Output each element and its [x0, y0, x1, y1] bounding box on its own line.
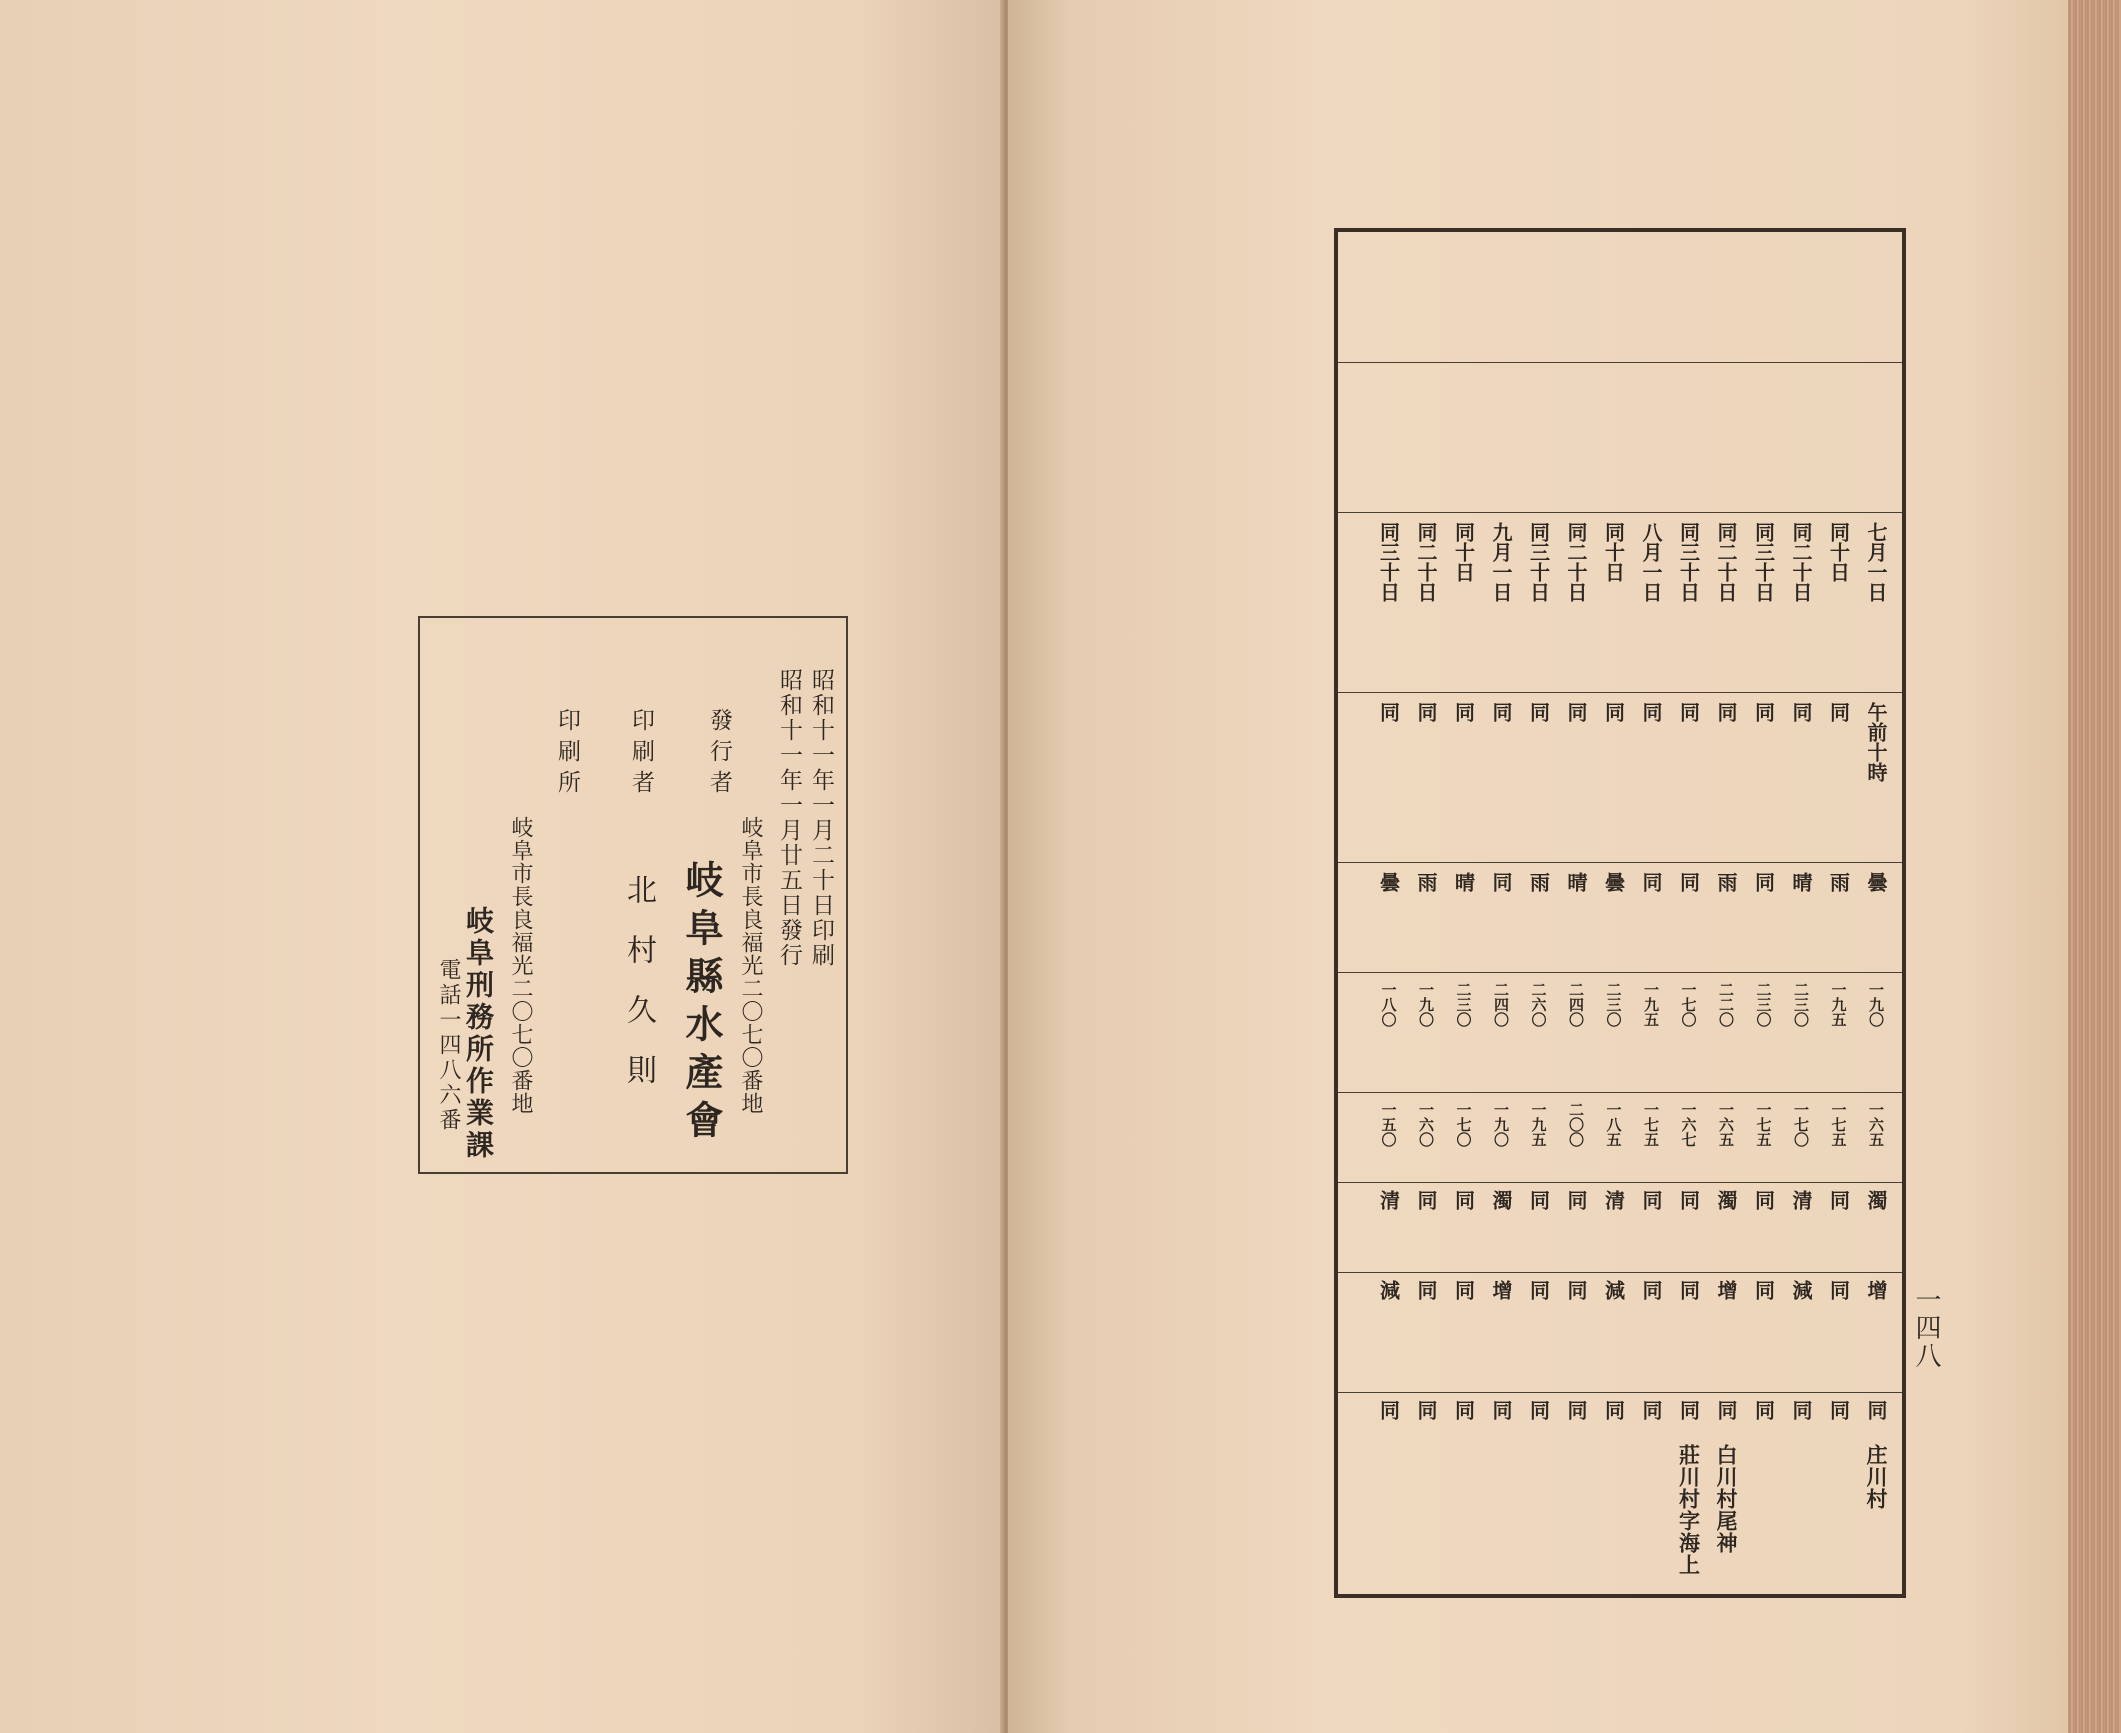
cell-clarity: 濁: [1714, 1190, 1738, 1210]
cell-clarity: 同: [1414, 1190, 1438, 1210]
cell-weather: 同: [1676, 872, 1701, 892]
page-edges: [2068, 0, 2121, 1733]
table-column: [1673, 232, 1705, 1594]
cell-weather: 曇: [1864, 872, 1888, 892]
table-column: [1448, 232, 1480, 1594]
phone-number: 電話一四八六番: [436, 958, 461, 1133]
cell-v2: 一七五: [1829, 1102, 1848, 1147]
printshop-label: 印刷所: [554, 708, 580, 801]
printshop-address: 岐阜市長良福光二〇七〇番地: [508, 816, 533, 1115]
cell-time: 同: [1526, 702, 1551, 722]
cell-weather: 曇: [1376, 872, 1401, 892]
cell-change: 同: [1451, 1280, 1476, 1300]
cell-time: 同: [1564, 702, 1588, 722]
cell-place-mark: 同: [1789, 1400, 1813, 1420]
cell-place-mark: 同: [1451, 1400, 1476, 1420]
cell-change: 同: [1564, 1280, 1588, 1300]
cell-place-mark: 同: [1564, 1400, 1588, 1420]
cell-v1: 一九五: [1829, 982, 1848, 1027]
cell-time: 同: [1826, 702, 1851, 722]
cell-weather: 雨: [1414, 872, 1438, 892]
publisher-address: 岐阜市長良福光二〇七〇番地: [738, 816, 763, 1115]
cell-place-mark: 同: [1489, 1400, 1513, 1420]
cell-weather: 曇: [1601, 872, 1626, 892]
cell-place-mark: 同: [1639, 1400, 1663, 1420]
cell-date: 同三十日: [1526, 522, 1551, 602]
table-column: [1598, 232, 1630, 1594]
colophon-box: [418, 616, 848, 1174]
cell-date: 同二十日: [1714, 522, 1738, 602]
cell-date: 同十日: [1451, 522, 1476, 582]
cell-date: 同三十日: [1676, 522, 1701, 602]
cell-v1: 二六〇: [1529, 982, 1548, 1027]
cell-clarity: 同: [1676, 1190, 1701, 1210]
cell-date: 八月一日: [1639, 522, 1663, 602]
cell-v2: 一六〇: [1417, 1102, 1435, 1147]
cell-time: 同: [1414, 702, 1438, 722]
cell-change: 同: [1639, 1280, 1663, 1300]
cell-date: 同二十日: [1414, 522, 1438, 602]
observation-table: [1334, 228, 1906, 1598]
cell-clarity: 同: [1639, 1190, 1663, 1210]
cell-v2: 一九〇: [1492, 1102, 1510, 1147]
cell-place: 庄川村: [1864, 1444, 1889, 1510]
cell-v1: 二三〇: [1792, 982, 1810, 1027]
publisher-name: 岐阜縣水產會: [679, 860, 724, 1148]
cell-change: 同: [1751, 1280, 1776, 1300]
cell-time: 同: [1451, 702, 1476, 722]
cell-v1: 一七〇: [1679, 982, 1698, 1027]
cell-change: 增: [1489, 1280, 1513, 1300]
cell-change: 同: [1826, 1280, 1851, 1300]
cell-place-mark: 同: [1376, 1400, 1401, 1420]
cell-place-mark: 同: [1714, 1400, 1738, 1420]
cell-v1: 二三〇: [1754, 982, 1773, 1027]
cell-weather: 晴: [1564, 872, 1588, 892]
cell-v2: 一八五: [1604, 1102, 1623, 1147]
cell-clarity: 清: [1789, 1190, 1813, 1210]
cell-v2: 一五〇: [1379, 1102, 1398, 1147]
cell-clarity: 清: [1601, 1190, 1626, 1210]
cell-date: 九月一日: [1489, 522, 1513, 602]
cell-v2: 一六五: [1717, 1102, 1735, 1147]
cell-time: 同: [1789, 702, 1813, 722]
cell-time: 同: [1601, 702, 1626, 722]
cell-time: 同: [1676, 702, 1701, 722]
table-column: [1635, 232, 1667, 1594]
cell-time: 同: [1489, 702, 1513, 722]
cell-date: 同十日: [1601, 522, 1626, 582]
cell-place: 白川村尾神: [1714, 1444, 1739, 1554]
printer-label: 印刷者: [628, 708, 654, 801]
cell-place-mark: 同: [1864, 1400, 1888, 1420]
cell-weather: 晴: [1789, 872, 1813, 892]
cell-weather: 雨: [1826, 872, 1851, 892]
cell-v2: 一六七: [1679, 1102, 1698, 1147]
printshop-name: 岐阜刑務所作業課: [462, 906, 495, 1162]
cell-v1: 二四〇: [1567, 982, 1585, 1027]
cell-v2: 一六五: [1867, 1102, 1885, 1147]
cell-time: 午前十時: [1864, 702, 1888, 782]
cell-v1: 二三〇: [1454, 982, 1473, 1027]
table-column: [1410, 232, 1442, 1594]
cell-date: 同二十日: [1789, 522, 1813, 602]
cell-clarity: 濁: [1489, 1190, 1513, 1210]
cell-v2: 二〇〇: [1567, 1102, 1585, 1147]
table-column: [1748, 232, 1780, 1594]
table-column: [1373, 232, 1405, 1594]
cell-change: 減: [1789, 1280, 1813, 1300]
table-column: [1860, 232, 1892, 1594]
table-column: [1523, 232, 1555, 1594]
cell-v1: 一九〇: [1417, 982, 1435, 1027]
cell-change: 同: [1414, 1280, 1438, 1300]
cell-time: 同: [1751, 702, 1776, 722]
cell-time: 同: [1376, 702, 1401, 722]
table-column: [1710, 232, 1742, 1594]
table-column: [1785, 232, 1817, 1594]
cell-place: 莊川村字海上: [1676, 1444, 1702, 1576]
cell-change: 同: [1526, 1280, 1551, 1300]
printer-name: 北村久則: [621, 874, 656, 1114]
cell-clarity: 同: [1564, 1190, 1588, 1210]
cell-place-mark: 同: [1414, 1400, 1438, 1420]
cell-weather: 同: [1639, 872, 1663, 892]
cell-place-mark: 同: [1826, 1400, 1851, 1420]
cell-v1: 一八〇: [1379, 982, 1398, 1027]
cell-date: 同二十日: [1564, 522, 1588, 602]
cell-v2: 一七五: [1642, 1102, 1660, 1147]
cell-date: 同三十日: [1751, 522, 1776, 602]
cell-time: 同: [1639, 702, 1663, 722]
print-date: 昭和十一年一月二十日印刷: [808, 668, 834, 968]
cell-v1: 一九五: [1642, 982, 1660, 1027]
table-column: [1823, 232, 1855, 1594]
table-column: [1485, 232, 1517, 1594]
cell-time: 同: [1714, 702, 1738, 722]
cell-place-mark: 同: [1676, 1400, 1701, 1420]
cell-change: 減: [1376, 1280, 1401, 1300]
cell-clarity: 同: [1526, 1190, 1551, 1210]
publish-date: 昭和十一年一月廿五日發行: [776, 668, 802, 968]
cell-v1: 一九〇: [1867, 982, 1885, 1027]
publisher-label: 發行者: [706, 708, 732, 801]
cell-change: 增: [1714, 1280, 1738, 1300]
cell-change: 增: [1864, 1280, 1888, 1300]
cell-change: 同: [1676, 1280, 1701, 1300]
cell-weather: 同: [1751, 872, 1776, 892]
cell-v1: 二三〇: [1604, 982, 1623, 1027]
cell-v1: 二四〇: [1492, 982, 1510, 1027]
cell-date: 同三十日: [1376, 522, 1401, 602]
cell-place-mark: 同: [1526, 1400, 1551, 1420]
cell-v2: 一九五: [1529, 1102, 1548, 1147]
cell-weather: 雨: [1526, 872, 1551, 892]
cell-clarity: 同: [1451, 1190, 1476, 1210]
cell-weather: 雨: [1714, 872, 1738, 892]
cell-weather: 同: [1489, 872, 1513, 892]
cell-v2: 一七五: [1754, 1102, 1773, 1147]
cell-clarity: 同: [1826, 1190, 1851, 1210]
cell-v1: 二二〇: [1717, 982, 1735, 1027]
cell-clarity: 清: [1376, 1190, 1401, 1210]
cell-place-mark: 同: [1601, 1400, 1626, 1420]
cell-change: 減: [1601, 1280, 1626, 1300]
cell-place-mark: 同: [1751, 1400, 1776, 1420]
cell-weather: 晴: [1451, 872, 1476, 892]
page-number: 一四八: [1911, 1286, 1941, 1370]
cell-clarity: 濁: [1864, 1190, 1888, 1210]
cell-v2: 一七〇: [1454, 1102, 1473, 1147]
cell-v2: 一七〇: [1792, 1102, 1810, 1147]
cell-date: 同十日: [1826, 522, 1851, 582]
table-column: [1560, 232, 1592, 1594]
cell-clarity: 同: [1751, 1190, 1776, 1210]
cell-date: 七月一日: [1864, 522, 1888, 602]
